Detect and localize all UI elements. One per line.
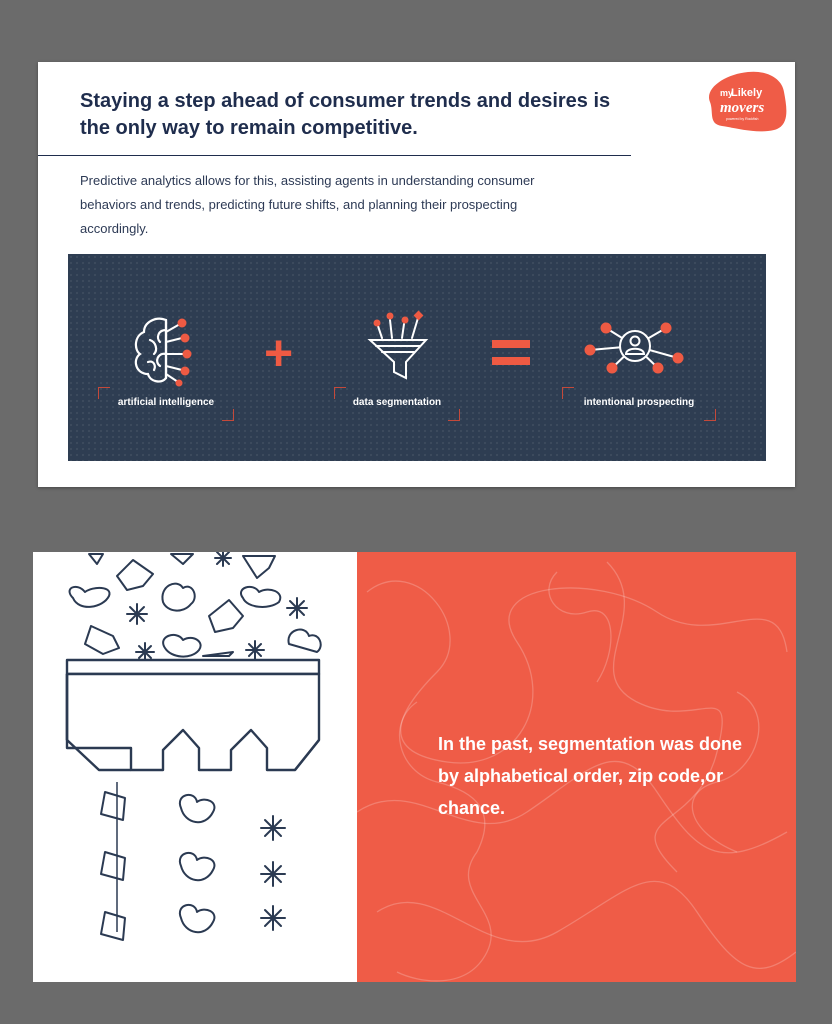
mylikelymovers-logo <box>696 68 792 142</box>
label-segmentation-text: data segmentation <box>352 397 442 408</box>
quote-text: In the past, segmentation was done by alphabetical order, zip code,or chance. <box>438 734 743 818</box>
logo-text-likely: Likely <box>731 87 763 99</box>
label-segmentation <box>334 387 460 421</box>
intro-paragraph: Predictive analytics allows for this, assisting agents in understanding consumer behaviors and trends, predicting future shifts, and planning their prospecting accordingly. <box>80 173 535 236</box>
logo-text-movers: movers <box>720 100 765 116</box>
label-ai <box>98 387 234 421</box>
funnel-icon <box>364 306 434 386</box>
divider <box>38 155 631 156</box>
label-ai-text: artificial intelligence <box>117 397 215 408</box>
label-prospecting-text: intentional prospecting <box>583 397 695 408</box>
brain-network-icon <box>126 310 206 390</box>
logo-text-my: my <box>720 88 734 98</box>
quote-panel <box>357 552 796 982</box>
analytics-card <box>38 62 795 487</box>
funnel-illustration-panel <box>33 552 357 982</box>
equation-band <box>68 254 766 461</box>
funnel-sorting-illustration <box>33 552 357 982</box>
label-prospecting <box>562 387 716 421</box>
person-network-icon <box>580 316 690 386</box>
logo-tagline: powered by Rockfish <box>726 117 759 121</box>
equals-operator <box>492 328 530 365</box>
headline: Staying a step ahead of consumer trends and desires is the only way to remain competitive. <box>80 90 611 139</box>
plus-operator: + <box>264 325 294 381</box>
